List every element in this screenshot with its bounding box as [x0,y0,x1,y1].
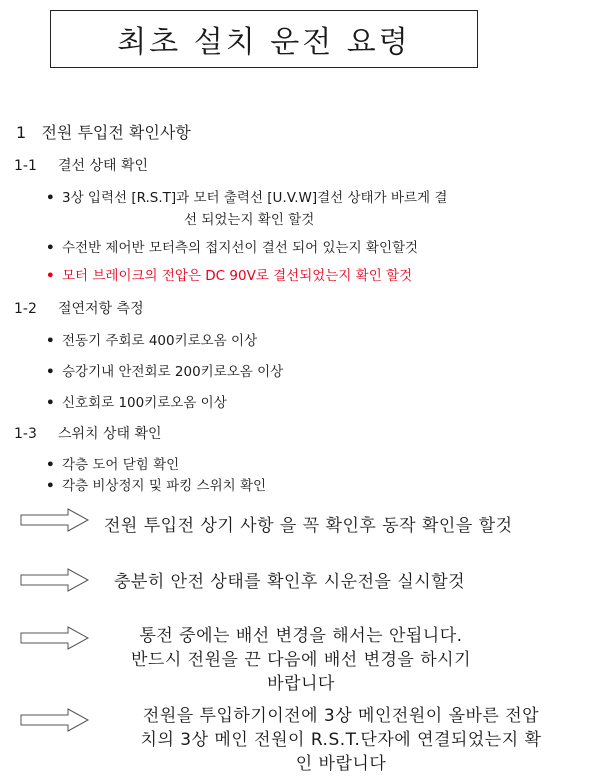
arrow-right-icon [20,508,90,532]
list-item-text-continued: 선 되었는지 확인 할것 [184,212,315,228]
list-item-text: 각층 비상정지 및 파킹 스위치 확인 [62,478,267,494]
list-item [46,474,266,494]
bullet-icon: • [46,240,55,256]
note-line: 바랍니다 [267,674,335,694]
note-1 [104,514,584,538]
subsection-label: 절연저항 측정 [58,301,144,317]
section-heading [16,120,191,143]
list-item [46,453,179,473]
list-item-text: 3상 입력선 [R.S.T]과 모터 출력선 [U.V.W]결선 상태가 바르게 결 [62,190,448,206]
list-item [46,329,257,349]
note-line: 치의 3상 메인 전원이 R.S.T.단자에 연결되었는지 확 [140,730,542,750]
subsection-heading-1-2 [14,298,144,318]
subsection-heading-1-1 [14,155,148,175]
note-4 [96,704,586,776]
section-label: 전원 투입전 확인사항 [41,123,191,142]
list-item-text: 모터 브레이크의 전압은 DC 90V로 결선되었는지 확인 할것 [62,268,413,284]
section-number: 1 [16,123,27,142]
bullet-icon: • [46,333,55,349]
list-item-text: 신호회로 100키로오옴 이상 [62,395,227,411]
note-line: 전원을 투입하기이전에 3상 메인전원이 올바른 전압 [142,706,540,726]
list-item [46,391,227,411]
note-line: 전원 투입전 상기 사항 을 꼭 확인후 동작 확인을 할것 [104,516,513,536]
list-item-warning [46,264,412,284]
list-item-text: 수전반 제어반 모터측의 접지선이 결선 되어 있는지 확인할것 [62,240,419,256]
note-3 [96,624,506,696]
page-title: 최초 설치 운전 요령 [50,10,478,68]
note-line: 반드시 전원을 끈 다음에 배선 변경을 하시기 [130,650,472,670]
note-line: 통전 중에는 배선 변경을 해서는 안됩니다. [139,626,463,646]
bullet-icon: • [46,364,55,380]
arrow-right-icon [20,626,90,650]
subsection-number: 1-3 [14,426,37,442]
list-item-text: 전동기 주회로 400키로오옴 이상 [62,333,258,349]
list-item [46,186,447,228]
list-item [46,236,418,256]
bullet-icon: • [46,395,55,411]
subsection-number: 1-1 [14,158,37,174]
list-item-text: 각층 도어 닫힘 확인 [62,457,180,473]
subsection-number: 1-2 [14,301,37,317]
note-2 [114,570,554,594]
subsection-label: 결선 상태 확인 [58,158,149,174]
bullet-icon: • [46,457,55,473]
list-item [46,360,283,380]
arrow-right-icon [20,568,90,592]
bullet-icon: • [46,268,55,284]
subsection-label: 스위치 상태 확인 [58,426,162,442]
note-line: 인 바랍니다 [295,754,387,774]
note-line: 충분히 안전 상태를 확인후 시운전을 실시할것 [114,572,466,592]
bullet-icon: • [46,190,55,206]
arrow-right-icon [20,708,90,732]
list-item-text: 승강기내 안전회로 200키로오옴 이상 [62,364,284,380]
subsection-heading-1-3 [14,423,162,443]
bullet-icon: • [46,478,55,494]
